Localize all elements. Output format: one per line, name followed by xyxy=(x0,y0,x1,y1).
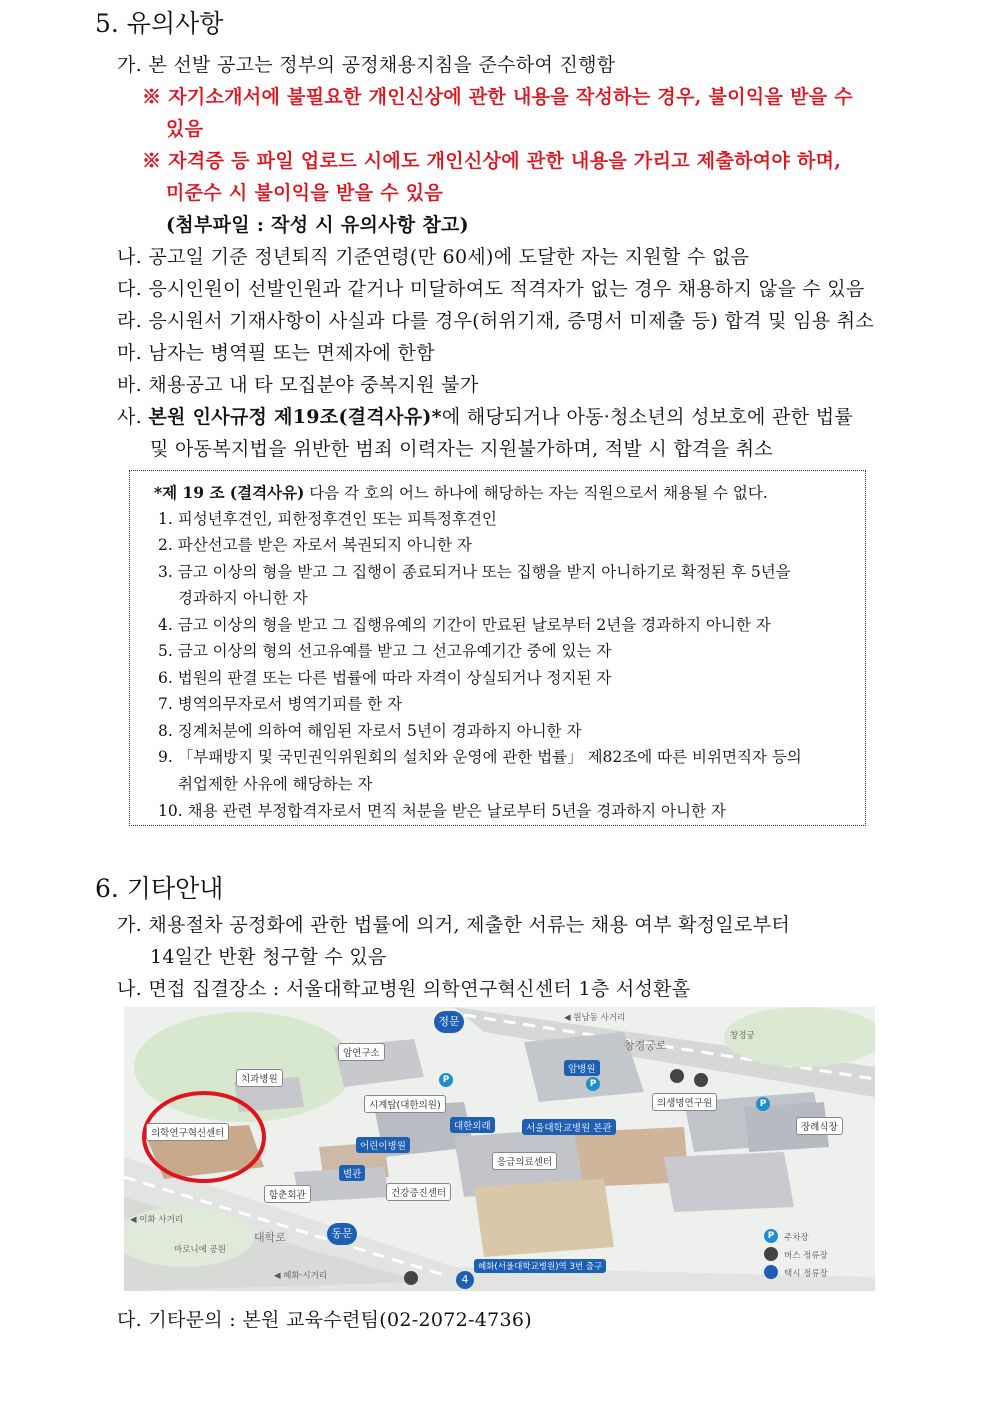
box-item: 7. 병역의무자로서 병역기피를 한 자 xyxy=(158,695,403,713)
parking-icon: P xyxy=(756,1097,770,1111)
item-ma: 마. 남자는 병역필 또는 면제자에 한함 xyxy=(117,342,435,364)
box-heading xyxy=(154,481,768,503)
parking-icon: P xyxy=(586,1077,600,1091)
legend-parking-label: 주차장 xyxy=(784,1233,809,1243)
map-label-subway: 혜화(서울대학교병원)역 3번 출구 xyxy=(474,1259,606,1273)
warning-1-cont: 있음 xyxy=(166,118,204,140)
map-label-changgyeong: 창경궁 xyxy=(730,1031,755,1041)
item6-ga: 가. 채용절차 공정화에 관한 법률에 의거, 제출한 서류는 채용 여부 확정일로부터 xyxy=(117,914,791,936)
map-label-changgyeong-road: 창경궁로 xyxy=(624,1039,667,1052)
box-heading-bold: *제 19 조 (결격사유) xyxy=(154,483,305,502)
item-na: 나. 공고일 기준 정년퇴직 기준연령(만 60세)에 도달한 자는 지원할 수 없음 xyxy=(117,246,750,268)
map-background xyxy=(124,1007,875,1291)
legend-bus-icon xyxy=(764,1247,778,1261)
section6-title: 6. 기타안내 xyxy=(95,874,224,903)
section5-title: 5. 유의사항 xyxy=(95,9,224,38)
item6-da: 다. 기타문의 : 본원 교육수련팀(02-2072-4736) xyxy=(117,1309,532,1331)
box-heading-rest: 다음 각 호의 어느 하나에 해당하는 자는 직원으로서 채용될 수 없다. xyxy=(304,484,768,502)
map-label-funeral: 장례식장 xyxy=(796,1117,843,1135)
map-label-main-building: 서울대학교병원 본관 xyxy=(522,1119,616,1135)
map-label-health-center: 건강증진센터 xyxy=(386,1183,451,1201)
subway-line-marker: 4 xyxy=(456,1271,474,1289)
box-item: 5. 금고 이상의 형의 선고유예를 받고 그 선고유예기간 중에 있는 자 xyxy=(158,642,612,660)
item-ga: 가. 본 선발 공고는 정부의 공정채용지침을 준수하여 진행함 xyxy=(117,54,616,76)
map-label-daehan: 대한외래 xyxy=(450,1117,495,1133)
warning-2: ※ 자격증 등 파일 업로드 시에도 개인신상에 관한 내용을 가리고 제출하여야 하며, xyxy=(142,150,842,172)
box-item-cont: 경과하지 아니한 자 xyxy=(178,589,308,607)
legend-taxi-icon xyxy=(764,1265,778,1279)
disqualification-box xyxy=(129,470,866,826)
item-da: 다. 응시인원이 선발인원과 같거나 미달하여도 적격자가 없는 경우 채용하지 않을 수 있음 xyxy=(117,278,865,300)
item-ba: 바. 채용공고 내 타 모집분야 중복지원 불가 xyxy=(117,374,479,396)
item-ra: 라. 응시원서 기재사항이 사실과 다를 경우(허위기재, 증명서 미제출 등) 합격 및 임용 취소 xyxy=(117,310,875,332)
box-item: 3. 금고 이상의 형을 받고 그 집행이 종료되거나 또는 집행을 받지 아니하기로 확정된 후 5년을 xyxy=(158,563,791,581)
box-item: 10. 채용 관련 부정합격자로서 면직 처분을 받은 날로부터 5년을 경과하지 아니한 자 xyxy=(158,802,726,820)
map-label-cancer-hospital: 암병원 xyxy=(564,1060,600,1076)
map-label-hamchun: 함춘회관 xyxy=(264,1185,311,1203)
parking-icon: P xyxy=(439,1073,453,1087)
box-item: 8. 징계처분에 의하여 해임된 자로서 5년이 경과하지 아니한 자 xyxy=(158,722,582,740)
item-sa-rest: 에 해당되거나 아동·청소년의 성보호에 관한 법률 xyxy=(441,406,854,428)
map-label-marronnier: 마로니에 공원 xyxy=(174,1245,226,1255)
box-item: 6. 법원의 판결 또는 다른 법률에 따라 자격이 상실되거나 정지된 자 xyxy=(158,669,612,687)
warning-2-cont: 미준수 시 불이익을 받을 수 있음 xyxy=(166,182,444,204)
map-label-children: 어린이병원 xyxy=(356,1137,410,1153)
map-label-dental: 치과병원 xyxy=(236,1069,283,1087)
item-sa-cont: 및 아동복지법을 위반한 범죄 이력자는 지원불가하며, 적발 시 합격을 취소 xyxy=(150,438,774,460)
item6-na: 나. 면접 집결장소 : 서울대학교병원 의학연구혁신센터 1층 서성환홀 xyxy=(117,978,691,1000)
item-sa xyxy=(117,402,853,429)
item-sa-prefix: 사. xyxy=(117,406,149,428)
bus-stop-icon xyxy=(670,1069,684,1083)
item-sa-bold: 본원 인사규정 제19조(결격사유)* xyxy=(148,406,442,428)
map-label-ihwa-dir: ◀ 이화 사거리 xyxy=(130,1215,183,1225)
box-item: 4. 금고 이상의 형을 받고 그 집행유예의 기간이 만료된 날로부터 2년을 경과하지 아니한 자 xyxy=(158,616,771,634)
map-label-clock-tower: 시계탑(대한의원) xyxy=(364,1095,446,1113)
legend-parking-icon: P xyxy=(764,1229,778,1243)
east-gate-marker: 동문 xyxy=(327,1223,357,1245)
map-label-wonnam-dir: ◀ 원남동 사거리 xyxy=(564,1013,626,1023)
attachment-note: (첨부파일 : 작성 시 유의사항 참고) xyxy=(166,214,469,236)
map-label-research-center: 의학연구혁신센터 xyxy=(146,1123,229,1141)
bus-stop-icon xyxy=(404,1271,418,1285)
box-item-cont: 취업제한 사유에 해당하는 자 xyxy=(178,775,373,793)
box-item: 1. 피성년후견인, 피한정후견인 또는 피특정후견인 xyxy=(158,510,497,528)
map-label-cancer-center: 암연구소 xyxy=(338,1043,385,1061)
map-label-annex: 별관 xyxy=(339,1165,365,1181)
warning-1: ※ 자기소개서에 불필요한 개인신상에 관한 내용을 작성하는 경우, 불이익을 받을 수 xyxy=(142,86,853,108)
map-label-biomed: 의생명연구원 xyxy=(652,1093,717,1111)
box-item: 9. 「부패방지 및 국민권익위원회의 설치와 운영에 관한 법률」 제82조에 따른 비위면직자 등의 xyxy=(158,748,802,766)
bus-stop-icon xyxy=(694,1073,708,1087)
legend-taxi-label: 택시 정류장 xyxy=(784,1269,828,1279)
item6-ga-cont: 14일간 반환 청구할 수 있음 xyxy=(150,946,387,968)
map-label-emergency: 응급의료센터 xyxy=(492,1152,557,1170)
legend-bus-label: 버스 정류장 xyxy=(784,1251,828,1261)
map-label-daehak-road: 대학로 xyxy=(254,1231,286,1244)
main-gate-marker: 정문 xyxy=(434,1011,464,1033)
box-item: 2. 파산선고를 받은 자로서 복권되지 아니한 자 xyxy=(158,536,472,554)
map-label-hyehwa-dir: ◀ 혜화·시거리 xyxy=(274,1271,327,1281)
campus-map xyxy=(124,1007,875,1291)
